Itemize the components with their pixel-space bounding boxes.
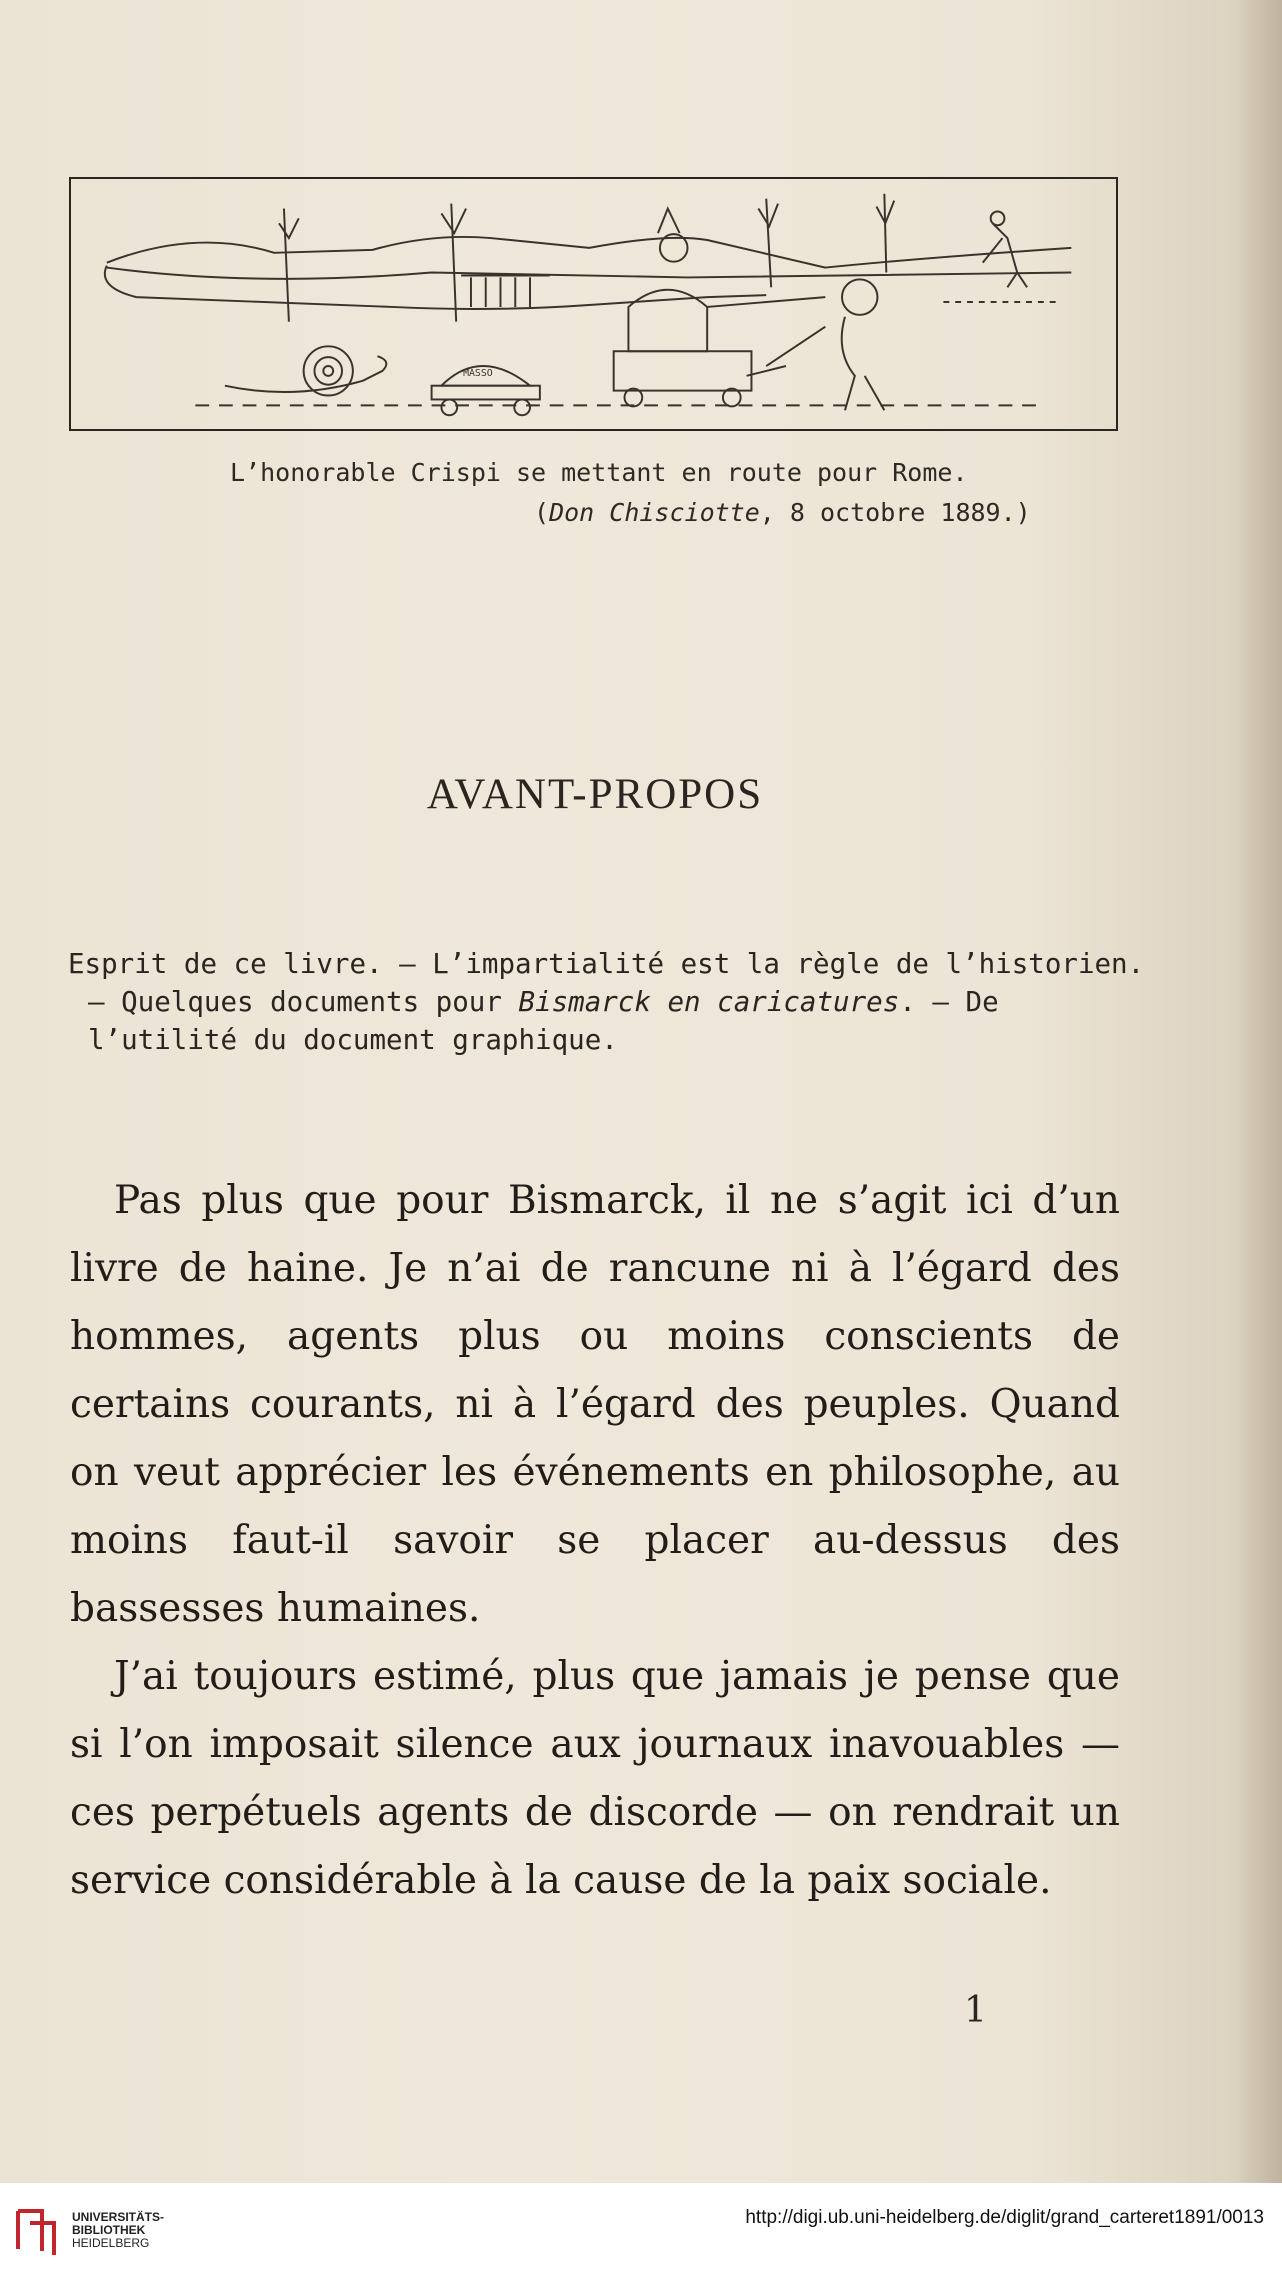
source-date: , 8 octobre 1889.) [759,498,1031,527]
summary-line-2 [68,983,1120,1021]
chapter-heading: AVANT-PROPOS [426,771,764,818]
summary-line-1: Esprit de ce livre. — L’impartialité est la règle de l’historien. [68,948,1145,980]
page-number: 1 [964,1990,987,2031]
summary-line-2-end: . — De [899,986,999,1018]
caricature-drawing [71,179,1116,429]
summary-line-3: l’utilité du document graphique. [88,1024,618,1056]
summary-book-title: Bismarck en caricatures [518,986,900,1018]
tortoise-shell-label: MASSO [463,367,493,379]
library-name-line-1: UNIVERSITÄTS- [72,2210,165,2224]
footer-bar [0,2183,1282,2277]
permalink-url[interactable]: http://digi.ub.uni-heidelberg.de/diglit/grand_carteret1891/0013 [745,2207,1264,2228]
caricature-illustration [69,177,1118,431]
summary-line-2-start: — Quelques documents pour [88,986,519,1018]
paragraph-2: J’ai toujours estimé, plus que jamais je pense que si l’on imposait silence aux journaux inavouables — ces perpétuels agents de discorde — on rendrait un service considérable à la cause de la paix sociale. [70,1654,1120,1903]
library-name [72,2211,164,2250]
library-name-line-2: BIBLIOTHEK [72,2223,146,2237]
source-open-paren: ( [534,498,550,527]
library-name-line-3: HEIDELBERG [72,2236,150,2250]
chapter-summary [68,945,1145,1059]
source-title: Don Chisciotte [549,498,760,527]
paragraph-1: Pas plus que pour Bismarck, il ne s’agit ici d’un livre de haine. Je n’ai de rancune ni à l’égard des hommes, agents plus ou moins conscients de certains courants, ni à l’égard des peuples. Quand on veut apprécier les événements en philosophe, au moins faut-il savoir se placer au-dessus des bassesses humaines. [70,1178,1120,1631]
library-logo-icon [12,2201,64,2259]
page-spine-shadow [1240,0,1282,2183]
body-text [70,1167,1120,1915]
illustration-source [534,498,1031,527]
illustration-caption: L’honorable Crispi se mettant en route pour Rome. [230,458,968,487]
